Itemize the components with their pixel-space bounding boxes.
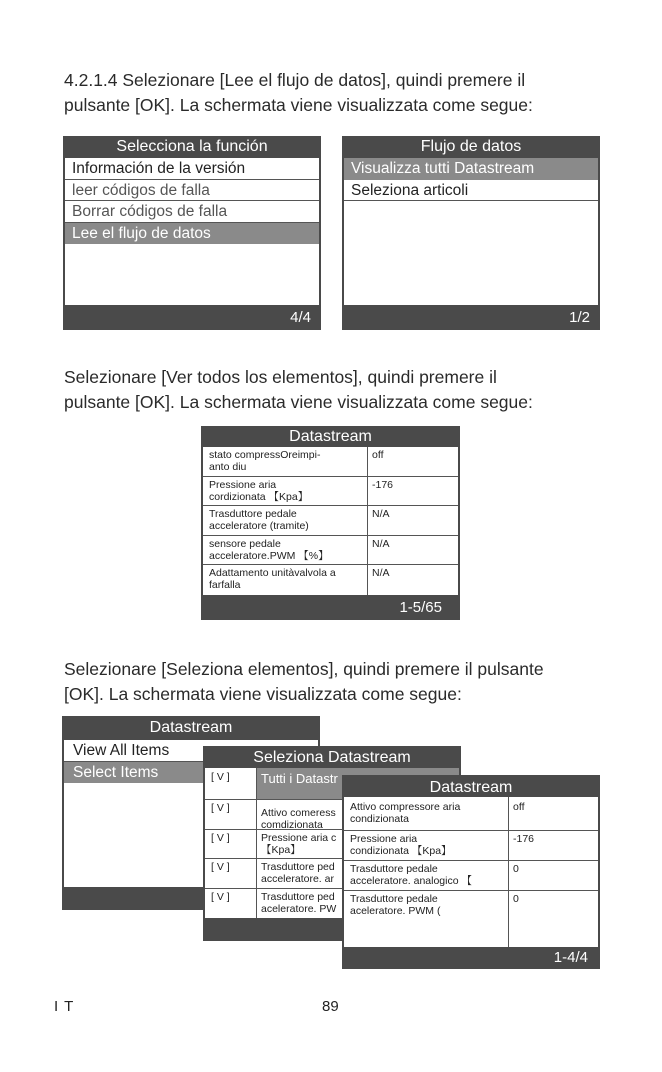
row-label: Pressione aria c [261,831,337,844]
row-label-cont: acceleratore. ar [261,873,334,885]
row-name-cont: cordizionata 【Kpa】 [209,490,309,503]
view-all-paragraph-line-2: pulsante [OK]. La schermata viene visualizzata come segue: [64,392,533,412]
page-number: 89 [322,998,339,1015]
row-name-cont: acceleratore. analogico 【 [350,875,472,887]
row-value: off [513,801,525,813]
row-name: Trasduttore pedale [350,863,438,875]
datastream-grid [203,447,458,595]
menu-item-version-info[interactable]: Información de la versión [65,158,319,180]
row-name: Adattamento unitàvalvola a [209,567,336,580]
row-label: Attivo comeress [261,807,336,819]
datastream-selected-screen [342,775,600,969]
datastream-row[interactable] [203,477,458,507]
language-code: I T [54,998,75,1015]
screen-title: Datastream [149,719,233,736]
datastream-row[interactable] [344,891,598,947]
data-flow-screen [342,136,600,330]
menu-item-data-stream[interactable]: Lee el flujo de datos [65,223,319,245]
datastream-row[interactable] [344,831,598,861]
page-indicator: 1/2 [569,309,590,326]
intro-paragraph-line-1: 4.2.1.4 Selezionare [Lee el flujo de datos], quindi premere il [64,70,526,90]
row-name: Pressione aria [350,833,418,845]
row-name-cont: anto diu [209,461,247,473]
screen-title: Datastream [289,428,372,445]
checkbox[interactable]: [ V ] [205,830,257,859]
datastream-row[interactable] [203,565,458,595]
row-name-cont: condizionata 【Kpa】 [350,845,452,857]
datastream-all-screen [201,426,460,620]
menu-item-select-items[interactable]: Select Items [64,762,318,784]
checkbox[interactable]: [ V ] [205,889,257,919]
screen-title: Flujo de datos [420,138,522,155]
select-items-paragraph-line-2: [OK]. La schermata viene visualizzata come segue: [64,684,462,704]
select-items-paragraph-line-1: Selezionare [Seleziona elementos], quindi premere il pulsante [64,659,544,679]
row-value: off [372,449,384,461]
menu-item-erase-codes[interactable]: Borrar códigos de falla [65,201,319,223]
select-all-label: Tutti i Datastr [257,768,459,799]
checkbox[interactable]: [ V ] [205,800,257,829]
row-name-cont: acceleratore.PWM 【%】 [209,549,329,562]
menu-item-view-all-datastream[interactable]: Visualizza tutti Datastream [344,158,598,180]
page-indicator: 4/4 [290,309,311,326]
datastream-row[interactable] [203,447,458,477]
checkbox[interactable]: [ V ] [205,859,257,888]
screen-title: Selecciona la función [116,138,268,155]
row-label: Trasduttore ped [261,861,335,873]
row-name-cont: condizionata [350,813,409,825]
row-name: Attivo compressore aria [350,801,461,813]
datastream-grid [344,797,598,947]
row-value: N/A [372,567,390,580]
row-label-cont: aceleratore. PW [261,902,337,915]
row-label: Trasduttore ped [261,890,335,903]
datastream-row[interactable] [344,797,598,831]
datastream-row[interactable] [203,506,458,536]
row-name-cont: aceleratore. PWM ( [350,905,441,917]
row-value: N/A [372,508,390,521]
row-value: -176 [513,833,535,845]
menu-list [65,158,319,305]
function-select-screen [63,136,321,330]
row-value: 0 [513,863,519,875]
page-indicator: 1-4/4 [553,949,588,966]
page-indicator: 1-5/65 [399,599,442,616]
datastream-row[interactable] [203,536,458,566]
row-label-cont: comdizionata [261,819,323,831]
row-label-cont: 【Kpa】 [261,843,301,856]
checkbox[interactable]: [ V ] [205,768,257,799]
row-name-cont: farfalla [209,579,241,592]
row-value: N/A [372,537,390,550]
row-name: Pressione aria [209,478,277,491]
row-name: Trasduttore pedale [350,893,438,905]
menu-list [344,158,598,305]
intro-paragraph-line-2: pulsante [OK]. La schermata viene visualizzata come segue: [64,95,533,115]
menu-item-select-items[interactable]: Seleziona articoli [344,180,598,202]
datastream-row[interactable] [344,861,598,891]
screen-title: Datastream [429,779,513,796]
row-name-cont: acceleratore (tramite) [209,520,309,533]
menu-item-read-codes[interactable]: leer códigos de falla [65,180,319,202]
row-value: 0 [513,893,519,905]
row-name: stato compressOreimpi- [209,449,321,461]
row-name: sensore pedale [209,537,281,550]
menu-item-view-all[interactable]: View All Items [64,740,318,762]
screen-title: Seleziona Datastream [253,749,411,766]
row-name: Trasduttore pedale [209,508,297,521]
view-all-paragraph-line-1: Selezionare [Ver todos los elementos], quindi premere il [64,367,497,387]
row-value: -176 [372,478,394,491]
